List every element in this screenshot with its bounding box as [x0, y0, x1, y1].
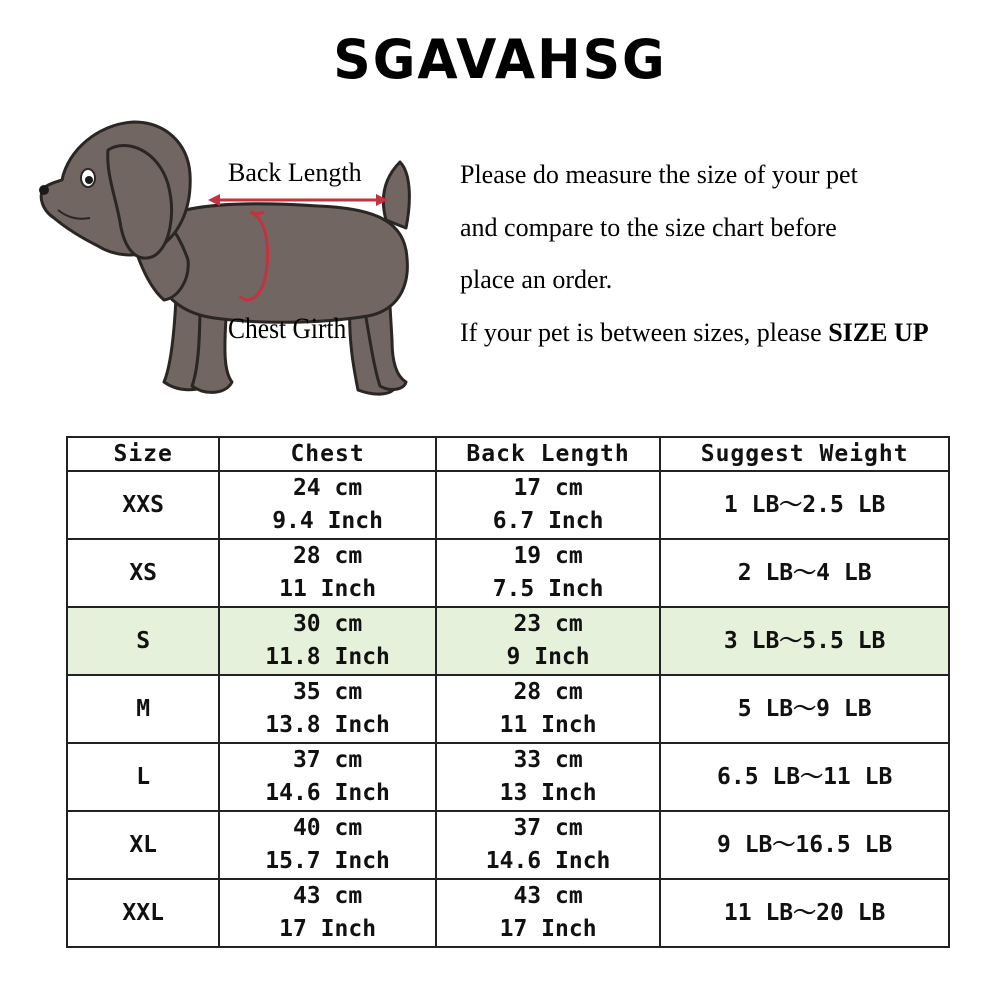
chest-cell [219, 539, 435, 607]
weight-cell: 1 LB～2.5 LB [660, 471, 949, 539]
size-up-emphasis: SIZE UP [828, 317, 929, 347]
note-line-2: and compare to the size chart before [460, 212, 837, 242]
table-row [67, 675, 949, 743]
weight-cell: 11 LB～20 LB [660, 879, 949, 947]
chest-cm: 30 cm [292, 611, 363, 637]
header-size: Size [67, 437, 219, 471]
size-cell: XS [67, 539, 219, 607]
back-inch: 9 Inch [506, 644, 590, 670]
chest-cm: 37 cm [292, 747, 363, 773]
back-cm: 17 cm [513, 475, 583, 501]
table-row [67, 743, 949, 811]
back-length-cell [436, 743, 661, 811]
back-inch: 14.6 Inch [485, 848, 611, 874]
size-cell: XXS [67, 471, 219, 539]
chest-inch: 17 Inch [279, 916, 377, 942]
size-cell: XL [67, 811, 219, 879]
back-cm: 33 cm [513, 747, 583, 773]
note-line-1: Please do measure the size of your pet [460, 160, 858, 189]
table-row-highlighted [67, 607, 949, 675]
back-cm: 19 cm [513, 543, 583, 569]
table-header-row [67, 437, 949, 471]
chest-cm: 35 cm [292, 679, 363, 705]
size-cell: L [67, 743, 219, 811]
table-row [67, 471, 949, 539]
size-cell: XXL [67, 879, 219, 947]
back-cm: 23 cm [513, 611, 583, 637]
note-line-4-text: If your pet is between sizes, please [460, 317, 829, 347]
chest-inch: 11.8 Inch [265, 644, 390, 670]
back-length-cell [436, 675, 661, 743]
weight-cell: 5 LB～9 LB [660, 675, 949, 743]
header-suggest-weight: Suggest Weight [660, 437, 949, 471]
back-inch: 7.5 Inch [492, 576, 604, 602]
header-back-length: Back Length [436, 437, 661, 471]
size-cell: M [67, 675, 219, 743]
back-length-label: Back Length [228, 158, 362, 187]
weight-cell: 2 LB～4 LB [660, 539, 949, 607]
chest-cell [219, 743, 435, 811]
back-cm: 43 cm [513, 883, 583, 909]
weight-cell: 3 LB～5.5 LB [660, 607, 949, 675]
back-length-cell [436, 607, 661, 675]
chest-cell [219, 811, 435, 879]
header-chest: Chest [219, 437, 435, 471]
chest-cm: 43 cm [292, 883, 363, 909]
chest-inch: 15.7 Inch [265, 848, 390, 874]
back-inch: 6.7 Inch [492, 508, 604, 534]
back-inch: 13 Inch [499, 780, 597, 806]
chest-cell [219, 471, 435, 539]
table-row [67, 539, 949, 607]
chest-inch: 14.6 Inch [265, 780, 390, 806]
back-length-cell [436, 879, 661, 947]
chest-cell [219, 879, 435, 947]
chest-inch: 13.8 Inch [265, 712, 390, 738]
measurement-notes [460, 156, 995, 366]
back-length-cell [436, 539, 661, 607]
back-inch: 17 Inch [499, 916, 597, 942]
note-line-4 [460, 314, 995, 367]
size-cell: S [67, 607, 219, 675]
weight-cell: 6.5 LB～11 LB [660, 743, 949, 811]
weight-cell: 9 LB～16.5 LB [660, 811, 949, 879]
chest-inch: 11 Inch [279, 576, 377, 602]
chest-cell [219, 675, 435, 743]
back-length-cell [436, 471, 661, 539]
chest-cm: 40 cm [292, 815, 363, 841]
brand-title: SGAVAHSG [333, 28, 667, 92]
back-cm: 37 cm [513, 815, 583, 841]
note-line-3: place an order. [460, 265, 613, 294]
chest-cm: 24 cm [292, 475, 363, 501]
back-length-cell [436, 811, 661, 879]
chest-girth-label: Chest Girth [228, 312, 347, 345]
chest-cm: 28 cm [292, 543, 363, 569]
back-inch: 11 Inch [499, 712, 597, 738]
back-cm: 28 cm [513, 679, 583, 705]
table-row [67, 811, 949, 879]
chest-cell [219, 607, 435, 675]
chest-inch: 9.4 Inch [272, 508, 383, 534]
table-row [67, 879, 949, 947]
size-chart-table [66, 436, 950, 948]
